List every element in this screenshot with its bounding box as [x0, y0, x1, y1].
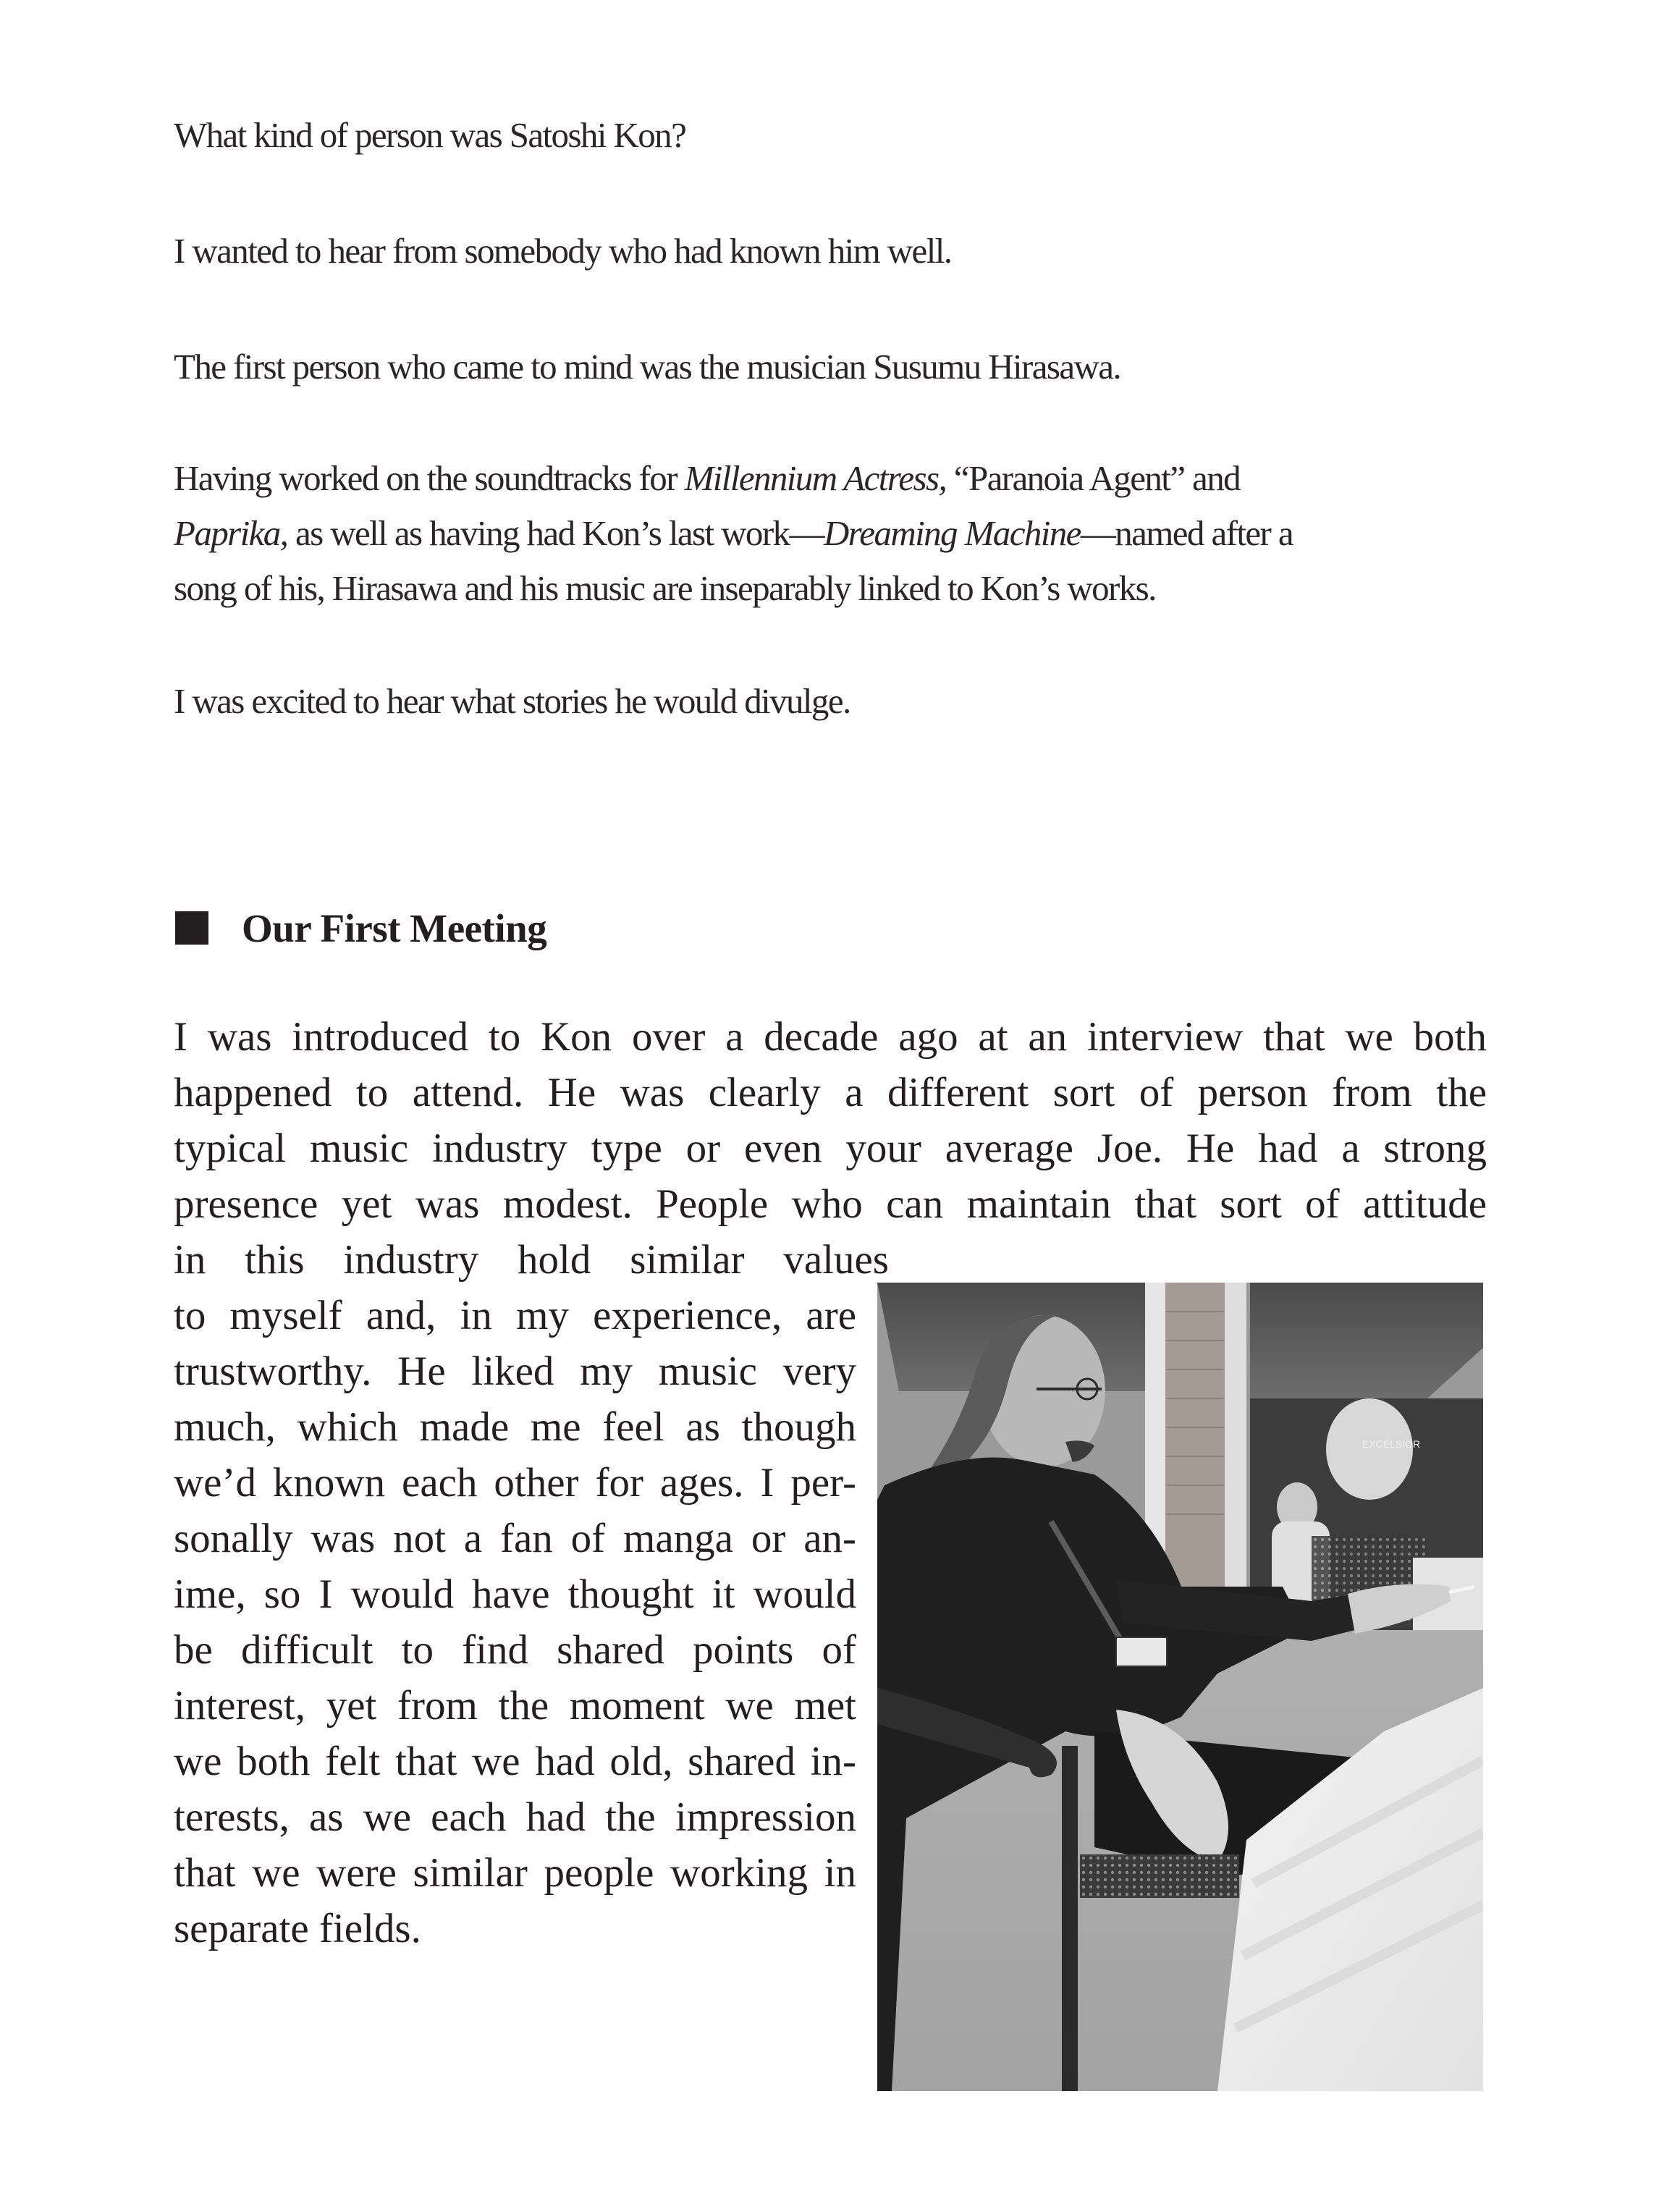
title-millennium-actress: Millennium Actress,: [684, 458, 947, 498]
body-line: that we were similar people working in: [174, 1850, 856, 1896]
body-line: I was introduced to Kon over a decade ago at an interview that we both: [174, 1014, 1487, 1060]
intro-paragraph-4-line-1: [174, 457, 1240, 499]
text: as well as having had Kon’s last work—: [287, 513, 824, 553]
section-heading-text: Our First Meeting: [242, 906, 547, 950]
body-line: interest, yet from the moment we met: [174, 1683, 856, 1728]
body-line: much, which made me feel as though: [174, 1404, 856, 1450]
text: “Paranoia Agent” and: [946, 458, 1241, 498]
body-line: we both felt that we had old, shared in-: [174, 1739, 856, 1784]
body-line: ime, so I would have thought it would: [174, 1571, 856, 1617]
intro-paragraph-1: What kind of person was Satoshi Kon?: [174, 115, 686, 155]
body-line: typical music industry type or even your average Joe. He had a strong: [174, 1126, 1487, 1171]
body-line: trustworthy. He liked my music very: [174, 1348, 856, 1394]
body-line: to myself and, in my experience, are: [174, 1293, 856, 1338]
intro-paragraph-3: The first person who came to mind was the musician Susumu Hirasawa.: [174, 347, 1121, 387]
intro-paragraph-4-line-3: song of his, Hirasawa and his music are inseparably linked to Kon’s works.: [174, 568, 1156, 608]
body-line: sonally was not a fan of manga or an-: [174, 1516, 856, 1561]
intro-paragraph-4-line-2: [174, 512, 1293, 554]
intro-paragraph-5: I was excited to hear what stories he would divulge.: [174, 681, 850, 721]
body-line: we’d known each other for ages. I per-: [174, 1460, 856, 1506]
body-line: terests, as we each had the impression: [174, 1794, 856, 1840]
title-dreaming-machine: Dreaming Machine: [823, 513, 1081, 553]
section-heading: [175, 906, 546, 950]
body-line: be difficult to find shared points of: [174, 1627, 856, 1673]
body-line: presence yet was modest. People who can maintain that sort of attitude: [174, 1181, 1487, 1227]
title-paprika: Paprika,: [174, 513, 288, 553]
text: —named after a: [1080, 513, 1293, 553]
excelsior-sign: EXCELSIOR: [1362, 1438, 1421, 1450]
text: Having worked on the soundtracks for: [174, 458, 685, 498]
body-line: separate fields.: [174, 1906, 421, 1951]
photo-man-at-cafe: [877, 1283, 1483, 2091]
square-bullet-icon: [175, 911, 208, 945]
body-line: in this industry hold similar values: [174, 1237, 889, 1283]
body-line: happened to attend. He was clearly a different sort of person from the: [174, 1070, 1487, 1115]
intro-paragraph-2: I wanted to hear from somebody who had known him well.: [174, 231, 952, 271]
